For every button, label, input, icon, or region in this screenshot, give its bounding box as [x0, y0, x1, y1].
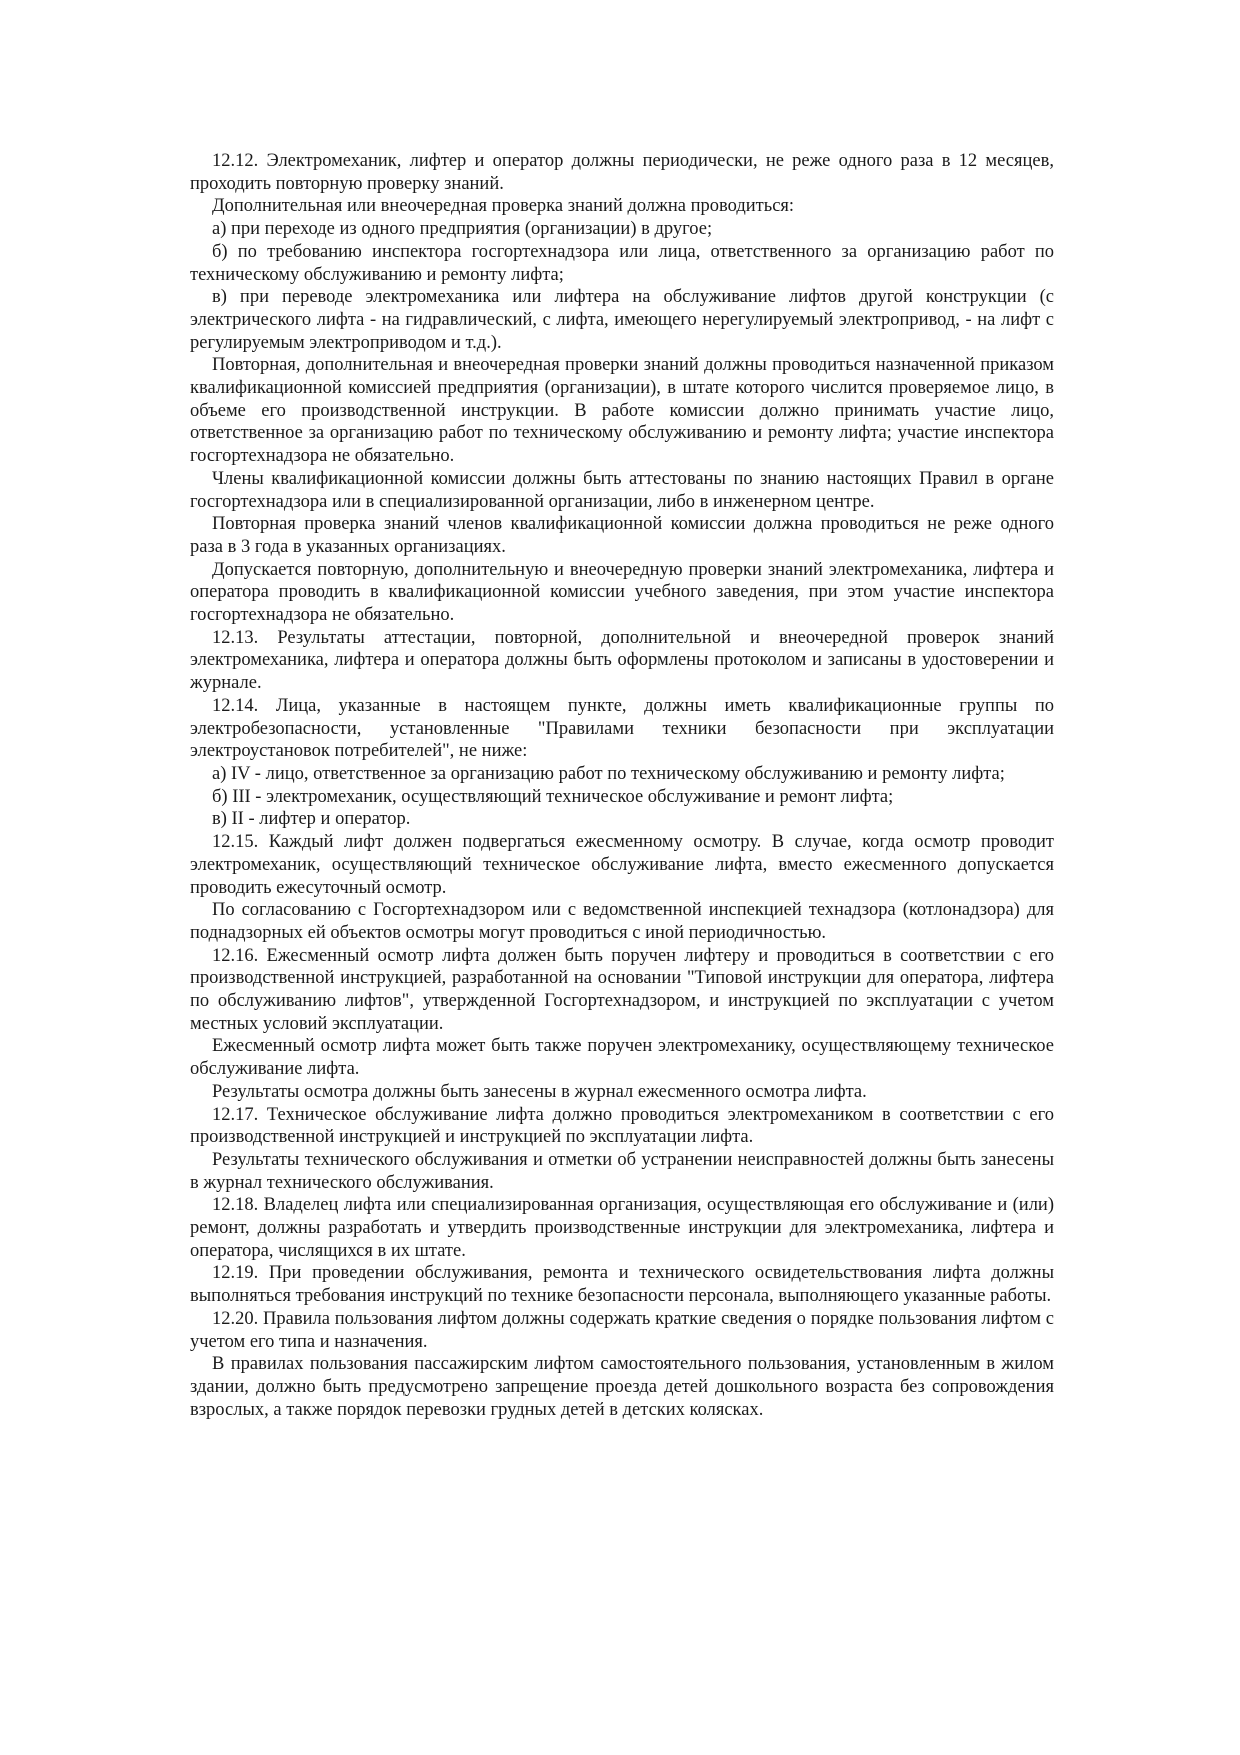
paragraph-maintenance-results: Результаты технического обслуживания и отметки об устранении неисправностей должны быть занесены в журнал технического обслуживания. [190, 1149, 1054, 1193]
paragraph-12-13: 12.13. Результаты аттестации, повторной, дополнительной и внеочередной проверок знаний электромеханика, лифтера и оператора должны быть оформлены протоколом и записаны в удостоверении и журнале. [190, 627, 1054, 694]
paragraph-12-16: 12.16. Ежесменный осмотр лифта должен быть поручен лифтеру и проводиться в соответствии с его производственной инструкцией, разработанной на основании "Типовой инструкции для оператора, лифтера по обслуживанию лифтов", утвержденной Госгортехнадзором, и инструкцией по эксплуатации с учетом местных условий эксплуатации. [190, 945, 1054, 1034]
document-body [190, 150, 1054, 1421]
paragraph-12-14: 12.14. Лица, указанные в настоящем пункте, должны иметь квалификационные группы по электробезопасности, установленные "Правилами техники безопасности при эксплуатации электроустановок потребителей", не ниже: [190, 695, 1054, 762]
paragraph-12-20: 12.20. Правила пользования лифтом должны содержать краткие сведения о порядке пользования лифтом с учетом его типа и назначения. [190, 1308, 1054, 1352]
paragraph-passenger-lift-rules: В правилах пользования пассажирским лифтом самостоятельного пользования, установленным в жилом здании, должно быть предусмотрено запрещение проезда детей дошкольного возраста без сопровождения взрослых, а также порядок перевозки грудных детей в детских колясках. [190, 1354, 1054, 1420]
paragraph-item-a-transfer: а) при переходе из одного предприятия (организации) в другое; [212, 219, 713, 240]
paragraph-inspection-results: Результаты осмотра должны быть занесены в журнал ежесменного осмотра лифта. [212, 1081, 867, 1102]
paragraph-12-18: 12.18. Владелец лифта или специализированная организация, осуществляющая его обслуживание и (или) ремонт, должны разработать и утвердить производственные инструкции для электромеханика, лифтера и оператора, числящихся в их штате. [190, 1195, 1054, 1261]
paragraph-item-v-lift-type: в) при переводе электромеханика или лифтера на обслуживание лифтов другой конструкции (с электрического лифта - на гидравлический, с лифта, имеющего нерегулируемый электропривод, - на лифт с регулируемым электроприводом и т.д.). [190, 287, 1054, 353]
paragraph-additional-check: Дополнительная или внеочередная проверка знаний должна проводиться: [212, 196, 795, 217]
paragraph-commission-members: Члены квалификационной комиссии должны быть аттестованы по знанию настоящих Правил в органе госгортехнадзора или в специализированной организации, либо в инженерном центре. [190, 468, 1054, 512]
paragraph-inspection-periodicity: По согласованию с Госгортехнадзором или с ведомственной инспекцией технадзора (котлонадзора) для поднадзорных ей объектов осмотры могут проводиться с иной периодичностью. [190, 900, 1054, 943]
paragraph-educational-commission: Допускается повторную, дополнительную и внеочередную проверки знаний электромеханика, лифтера и оператора проводить в квалификационной комиссии учебного заведения, при этом участие инспектора госгортехнадзора не обязательно. [190, 559, 1054, 626]
paragraph-12-12: 12.12. Электромеханик, лифтер и оператор должны периодически, не реже одного раза в 12 месяцев, проходить повторную проверку знаний. [190, 151, 1054, 194]
paragraph-12-19: 12.19. При проведении обслуживания, ремонта и технического освидетельствования лифта должны выполняться требования инструкций по технике безопасности персонала, выполняющего указанные работы. [190, 1263, 1054, 1307]
paragraph-group-iii: б) III - электромеханик, осуществляющий техническое обслуживание и ремонт лифта; [212, 786, 894, 807]
paragraph-12-17: 12.17. Техническое обслуживание лифта должно проводиться электромехаником в соответствии с его производственной инструкцией и инструкцией по эксплуатации лифта. [190, 1104, 1054, 1148]
paragraph-12-15: 12.15. Каждый лифт должен подвергаться ежесменному осмотру. В случае, когда осмотр проводит электромеханик, осуществляющий техническое обслуживание лифта, вместо ежесменного допускается проводить ежесуточный осмотр. [190, 832, 1054, 898]
paragraph-members-recheck: Повторная проверка знаний членов квалификационной комиссии должна проводиться не реже одного раза в 3 года в указанных организациях. [190, 514, 1054, 557]
paragraph-group-ii: в) II - лифтер и оператор. [212, 809, 411, 830]
paragraph-group-iv: а) IV - лицо, ответственное за организацию работ по техническому обслуживанию и ремонту лифта; [212, 763, 1005, 784]
paragraph-repeat-check-commission: Повторная, дополнительная и внеочередная проверки знаний должны проводиться назначенной приказом квалификационной комиссией предприятия (организации), в штате которого числится проверяемое лицо, в объеме его производственной инструкции. В работе комиссии должно принимать участие лицо, ответственное за организацию работ по техническому обслуживанию и ремонту лифта; участие инспектора госгортехнадзора не обязательно. [190, 355, 1054, 467]
paragraph-item-b-inspector: б) по требованию инспектора госгортехнадзора или лица, ответственного за организацию работ по техническому обслуживанию и ремонту лифта; [190, 241, 1054, 285]
paragraph-shift-inspection-electromechanic: Ежесменный осмотр лифта может быть также поручен электромеханику, осуществляющему техническое обслуживание лифта. [190, 1036, 1054, 1080]
